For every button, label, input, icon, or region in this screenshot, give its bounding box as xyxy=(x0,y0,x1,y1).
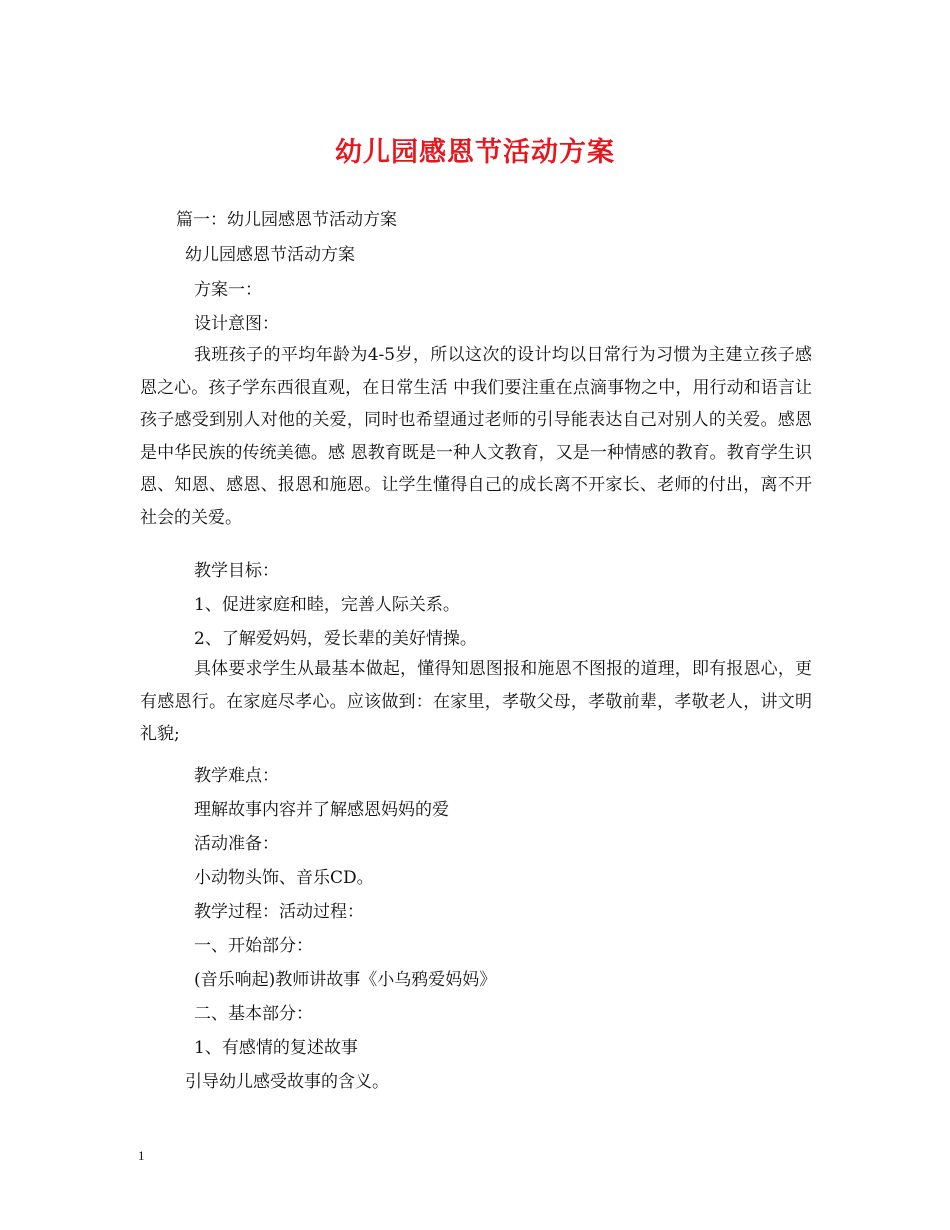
requirements-paragraph: 具体要求学生从最基本做起，懂得知恩图报和施恩不图报的道理，即有报恩心，更有感恩行。在家庭尽孝心。应该做到：在家里，孝敬父母，孝敬前辈，孝敬老人，讲文明礼貌; xyxy=(140,659,812,745)
document-title: 幼儿园感恩节活动方案 xyxy=(335,137,615,168)
goal-item: 1、促进家庭和睦，完善人际关系。 xyxy=(194,595,460,615)
prep-label: 活动准备： xyxy=(194,834,279,854)
process-label: 教学过程：活动过程： xyxy=(194,902,364,922)
section-heading: 篇一：幼儿园感恩节活动方案 xyxy=(176,210,397,230)
part-two-heading: 二、基本部分： xyxy=(194,1004,313,1024)
part-one-text: (音乐响起)教师讲故事《小乌鸦爱妈妈》 xyxy=(194,970,497,990)
prep-text: 小动物头饰、音乐CD。 xyxy=(194,868,374,888)
part-two-item-text: 引导幼儿感受故事的含义。 xyxy=(185,1072,389,1092)
design-intent-paragraph: 我班孩子的平均年龄为4-5岁，所以这次的设计均以日常行为习惯为主建立孩子感恩之心。孩子学东西很直观，在日常生活 中我们要注重在点滴事物之中，用行动和语言让孩子感受到别人对他的关爱，同时也希望通过老师的引导能表达自己对别人的关爱。感恩是中华民族的传统美德。感 恩教育既是一种人文教育，又是一种情感的教育。教育学生识恩、知恩、感恩、报恩和施恩。让学生懂得自己的成长离不开家长、老师的付出，离不开社会的关爱。 xyxy=(140,345,812,528)
part-one-heading: 一、开始部分： xyxy=(194,936,313,956)
plan-label: 方案一： xyxy=(194,280,262,300)
goals-label: 教学目标： xyxy=(194,561,279,581)
page-number: 1 xyxy=(138,1148,145,1163)
subsection-heading: 幼儿园感恩节活动方案 xyxy=(185,245,355,265)
difficulty-text: 理解故事内容并了解感恩妈妈的爱 xyxy=(194,800,449,820)
part-two-item: 1、有感情的复述故事 xyxy=(194,1038,358,1058)
goal-item: 2、了解爱妈妈，爱长辈的美好情操。 xyxy=(194,629,477,649)
difficulty-label: 教学难点： xyxy=(194,766,279,786)
design-intent-label: 设计意图： xyxy=(194,314,279,334)
